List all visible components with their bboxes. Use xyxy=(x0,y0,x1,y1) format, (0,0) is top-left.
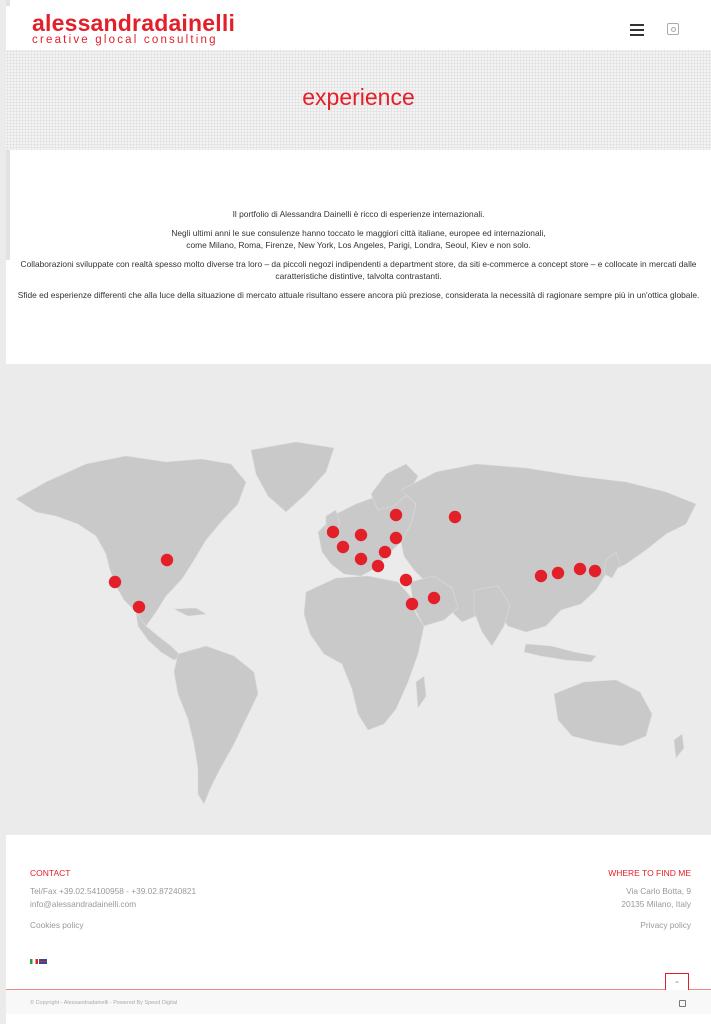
caribbean-shape xyxy=(174,608,206,616)
map-pin[interactable] xyxy=(589,565,601,577)
map-landmasses xyxy=(16,442,696,804)
contact-heading: CONTACT xyxy=(30,868,71,878)
greenland-shape xyxy=(251,442,334,512)
map-pin[interactable] xyxy=(574,563,586,575)
map-pin[interactable] xyxy=(406,598,418,610)
map-pin[interactable] xyxy=(161,554,173,566)
map-pin[interactable] xyxy=(390,532,402,544)
map-pin[interactable] xyxy=(379,546,391,558)
address-line-2: 20135 Milano, Italy xyxy=(621,899,691,909)
where-to-find-me-heading: WHERE TO FIND ME xyxy=(608,868,691,878)
hamburger-menu-icon[interactable] xyxy=(630,24,644,36)
map-pin[interactable] xyxy=(337,541,349,553)
page xyxy=(6,0,711,1024)
map-pin[interactable] xyxy=(449,511,461,523)
intro-paragraph-4: Sfide ed esperienze differenti che alla luce della situazione di mercato attuale risultano essere ancora più preziose, considerata la necessità di ragionare sempre più in un'ottica globale. xyxy=(17,290,700,300)
page-title: experience xyxy=(302,84,415,110)
indonesia-shape xyxy=(524,644,596,662)
chevron-up-icon: ⌃ xyxy=(673,980,681,989)
english-flag-icon[interactable] xyxy=(39,959,47,964)
new-zealand-shape xyxy=(674,734,684,758)
map-pin[interactable] xyxy=(372,560,384,572)
copyright-text: © Copyright - Alessandradainelli - Powered By Speed Digital xyxy=(30,1000,178,1006)
map-pin[interactable] xyxy=(109,576,121,588)
south-america-shape xyxy=(174,646,258,804)
intro-paragraph-2: Negli ultimi anni le sue consulenze hanno toccato le maggiori città italiane, europee ed internazionali, come Milano, Roma, Firenze, New York, Los Angeles, Parigi, Londra, Seoul, Kiev e non solo. xyxy=(171,228,546,250)
privacy-policy-link[interactable]: Privacy policy xyxy=(640,920,691,930)
bottom-bar xyxy=(6,990,711,1014)
logo-wordmark[interactable]: alessandradainelli xyxy=(32,10,236,36)
map-pin[interactable] xyxy=(327,526,339,538)
map-pin[interactable] xyxy=(355,553,367,565)
madagascar-shape xyxy=(416,676,426,708)
site-header xyxy=(6,6,711,50)
map-pin[interactable] xyxy=(400,574,412,586)
site-footer xyxy=(6,835,711,990)
map-pin[interactable] xyxy=(133,601,145,613)
world-map xyxy=(6,364,711,835)
email-link[interactable]: info@alessandradainelli.com xyxy=(30,899,137,909)
world-map-svg xyxy=(6,364,711,835)
intro-paragraph-3: Collaborazioni sviluppate con realtà spesso molto diverse tra loro – da piccoli negozi indipendenti a department store, da siti e-commerce a concept store – e collocate in mercati dalle caratteristiche distintive, talvolta contrastanti. xyxy=(20,259,697,281)
language-switcher xyxy=(30,951,48,969)
instagram-icon[interactable] xyxy=(667,23,679,35)
north-america-shape xyxy=(16,456,246,626)
cookies-policy-link[interactable]: Cookies policy xyxy=(30,920,84,930)
address-line-1: Via Carlo Botta, 9 xyxy=(626,886,691,896)
phone-text: Tel/Fax +39.02.54100958 - +39.02.87240821 xyxy=(30,886,197,896)
map-pin[interactable] xyxy=(535,570,547,582)
instagram-icon[interactable] xyxy=(679,1000,686,1007)
map-pin[interactable] xyxy=(552,567,564,579)
australia-shape xyxy=(554,680,652,746)
logo-tagline: creative glocal consulting xyxy=(32,34,218,46)
map-pin[interactable] xyxy=(390,509,402,521)
intro-paragraph-1: Il portfolio di Alessandra Dainelli è ricco di esperienze internazionali. xyxy=(232,209,485,219)
map-pin[interactable] xyxy=(355,529,367,541)
italian-flag-icon[interactable] xyxy=(30,959,38,964)
intro-text xyxy=(6,208,711,308)
page-hero xyxy=(6,50,711,150)
map-pin[interactable] xyxy=(428,592,440,604)
africa-shape xyxy=(304,576,424,730)
